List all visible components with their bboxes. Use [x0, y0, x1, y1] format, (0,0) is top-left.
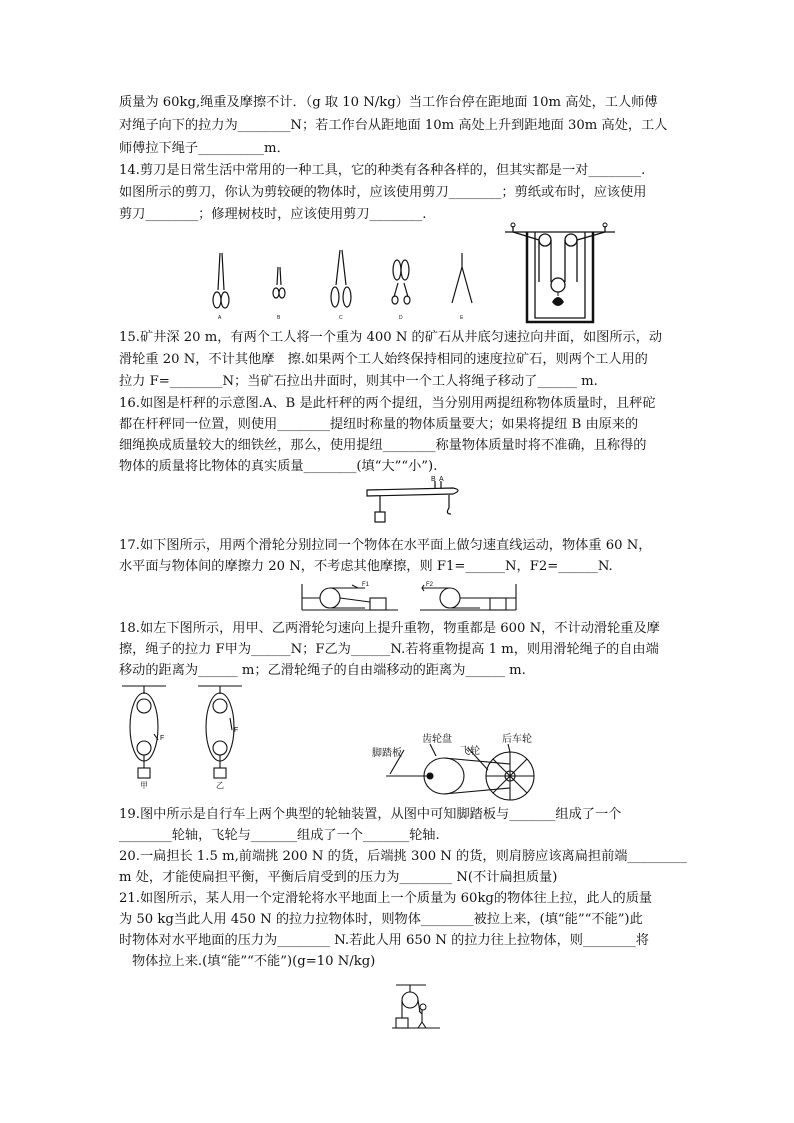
scissors-c [331, 250, 351, 307]
mine-shaft-figure [505, 222, 615, 322]
text-line-11: 都在杆秤同一位置，则使用________提纽时称量的物体质量要大；如果将提纽 B 由原来的 [119, 417, 639, 432]
text-line-7: 15.矿井深 20 m，有两个工人将一个重为 400 N 的矿石从井底匀速拉向井面，如图所示，动 [119, 330, 663, 345]
scissors-e [452, 253, 472, 303]
steelyard-label-a: A [439, 476, 444, 483]
scissors-label-e: E [460, 315, 464, 321]
text-line-20: ________轮轴，飞轮与_______组成了一个_______轮轴. [119, 828, 440, 843]
text-line-8: 滑轮重 20 N，不计其他摩 擦.如果两个工人始终保持相同的速度拉矿石，则两个工人用的 [119, 352, 648, 367]
bicycle-label-chainring: 齿轮盘 [422, 734, 452, 745]
pulley-label-f2: F2 [426, 582, 434, 588]
steelyard-figure [365, 476, 465, 531]
scissors-d [392, 260, 410, 304]
text-line-5: 如图所示的剪刀，你认为剪较硬的物体时，应该使用剪刀________；剪纸或布时，应该使用 [119, 185, 647, 200]
scissors-figure [200, 245, 490, 325]
text-line-10: 16.如图是杆秤的示意图.A、B 是此杆秤的两个提纽，当分别用两提纽称物体质量时，且秤砣 [119, 396, 656, 411]
text-line-22: m 处，才能使扁担平衡，平衡后肩受到的压力为________ N(不计扁担质量) [119, 870, 558, 885]
text-line-3: 师傅拉下绳子__________m． [119, 141, 290, 156]
steelyard-label-b: B [431, 476, 436, 483]
scissors-a [213, 253, 229, 308]
text-line-9: 拉力 F=________N；当矿石拉出井面时，则其中一个工人将绳子移动了______ m. [119, 374, 598, 389]
bicycle-figure [370, 730, 550, 804]
text-line-24: 为 50 kg当此人用 450 N 的拉力拉物体时，则物体________被拉上来，(填“能”“不能”)此 [119, 912, 643, 927]
bicycle-label-pedal: 脚踏板 [372, 748, 402, 759]
text-line-13: 物体的质量将比物体的真实质量________(填“大”“小”). [119, 459, 438, 474]
text-line-17: 擦，绳子的拉力 F甲为______N；F乙为______N.若将重物提高 1 m，则用滑轮绳子的自由端 [119, 642, 659, 657]
bicycle-label-rear-wheel: 后车轮 [502, 734, 532, 745]
pulley-label-jia: 甲 [140, 781, 148, 790]
text-line-18: 移动的距离为______ m；乙滑轮绳子的自由端移动的距离为______ m. [119, 663, 526, 678]
text-line-2: 对绳子向下的拉力为________N；若工作台从距地面 10m 高处上升到距地面 30m 高处，工人 [119, 118, 668, 133]
text-line-23: 21.如图所示，某人用一个定滑轮将水平地面上一个质量为 60kg的物体往上拉，此人的质量 [119, 891, 653, 906]
text-line-1: 质量为 60kg,绳重及摩擦不计．（g 取 10 N/kg）当工作台停在距地面 10m 高处，工人师傅 [119, 95, 658, 110]
horizontal-pulley-figure [300, 580, 520, 612]
pulley-label-f-yi: F [234, 727, 239, 734]
text-line-4: 14.剪刀是日常生活中常用的一种工具，它的种类有各种各样的，但其实都是一对________. [119, 163, 646, 178]
vertical-pulley-figure [118, 682, 248, 790]
text-line-19: 19.图中所示是自行车上两个典型的轮轴装置，从图中可知脚踏板与_______组成了一个 [119, 807, 622, 822]
text-line-6: 剪刀________；修理树枝时，应该使用剪刀________. [119, 207, 427, 222]
scissors-label-c: C [339, 315, 343, 321]
text-line-14: 17.如下图所示，用两个滑轮分别拉同一个物体在水平面上做匀速直线运动，物体重 60 N， [119, 538, 652, 553]
text-line-16: 18.如左下图所示，用甲、乙两滑轮匀速向上提升重物，物重都是 600 N，不计动滑轮重及摩 [119, 621, 660, 636]
text-line-15: 水平面与物体间的摩擦力 20 N，不考虑其他摩擦，则 F1=______N，F2=______N. [119, 559, 613, 574]
pulley-label-yi: 乙 [216, 781, 224, 790]
scissors-label-b: B [277, 315, 281, 321]
text-line-25: 时物体对水平地面的压力为________ N.若此人用 650 N 的拉力往上拉物体，则________将 [119, 933, 649, 948]
text-line-21: 20.一扁担长 1.5 m,前端挑 200 N 的货，后端挑 300 N 的货，则肩膀应该离扁担前端_________ [119, 849, 687, 864]
pulley-label-f-jia: F [160, 735, 165, 742]
text-line-12: 细绳换成质量较大的细铁丝，那么，使用提纽________称量物体质量时将不准确，且称得的 [119, 438, 647, 453]
scissors-label-a: A [218, 315, 222, 321]
scissors-label-d: D [399, 315, 403, 321]
scissors-b [273, 267, 285, 298]
pulley-label-f1: F1 [362, 582, 370, 588]
bicycle-label-flywheel: 飞轮 [460, 746, 480, 757]
text-line-26: 物体拉上来.(填“能”“不能”)(g=10 N/kg) [132, 954, 376, 969]
fixed-pulley-figure [392, 982, 442, 1032]
